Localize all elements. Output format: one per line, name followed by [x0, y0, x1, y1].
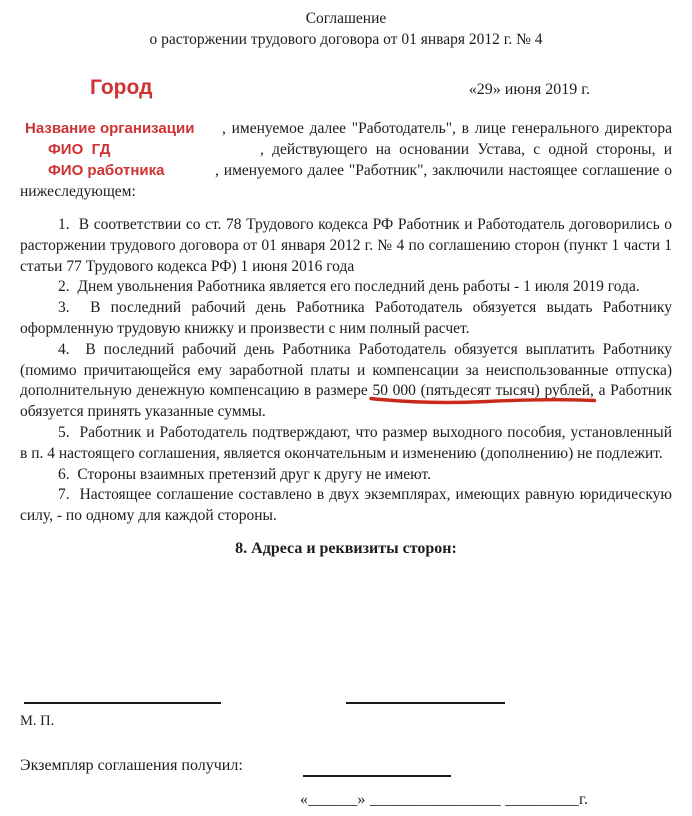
preamble-text-director: , действующего на основании Устава, с одной стороны, и	[260, 141, 672, 158]
signature-block	[20, 702, 672, 809]
organization-name-placeholder: Название организации	[25, 120, 195, 137]
document-subtitle: о расторжении трудового договора от 01 января 2012 г. № 4	[149, 31, 543, 48]
compensation-amount-text: 50 000 (пятьдесят тысяч) рублей,	[372, 382, 594, 400]
worker-signature-line	[346, 702, 505, 704]
clause-4	[20, 340, 672, 423]
red-underline-mark	[369, 395, 596, 406]
clause-2: 2. Днем увольнения Работника является его последний день работы - 1 июля 2019 года.	[58, 278, 640, 296]
clause-4-post: а Работник обязуется принять указанные суммы.	[20, 382, 672, 421]
clause-1: 1. В соответствии со ст. 78 Трудового кодекса РФ Работник и Работодатель договорились о расторжении трудового договора от 01 января 2012 г. № 4 по соглашению сторон (пункт 1 части 1 статьи 77 Трудового кодекса РФ) 1 июня 2016 года	[20, 216, 672, 275]
city-date-row	[20, 76, 672, 100]
employer-signature-line	[24, 702, 221, 704]
clause-5: 5. Работник и Работодатель подтверждают, что размер выходного пособия, установленный в п. 4 настоящего соглашения, является окончательным и изменению (дополнению) не подлежит.	[20, 423, 672, 462]
preamble-closing: нижеследующем:	[20, 183, 136, 200]
clause-3: 3. В последний рабочий день Работника Работодатель обязуется выдать Работнику оформленную трудовую книжку и произвести с ним полный расчет.	[20, 299, 672, 337]
preamble-line-worker	[20, 160, 672, 181]
preamble-text-worker: , именуемого далее "Работник", заключили настоящее соглашение о	[215, 162, 672, 179]
preamble-line-director	[20, 139, 672, 160]
date-blank-fields: «______» ________________ _________г.	[300, 791, 589, 808]
copy-received-label: Экземпляр соглашения получил:	[20, 757, 243, 774]
worker-name-placeholder: ФИО работника	[48, 162, 165, 179]
agreement-date: «29» июня 2019 г.	[468, 81, 590, 98]
city-placeholder: Город	[90, 76, 153, 99]
copy-received-signature-line	[303, 775, 451, 777]
stamp-label: М. П.	[20, 713, 55, 729]
preamble-text-employer: , именуемое далее "Работодатель", в лице генерального директора	[222, 120, 672, 137]
clause-4-pre: 4. В последний рабочий день Работника Работодатель обязуется выплатить Работнику (помимо причитающейся ему заработной платы и компенсации за неиспользованные отпуска) дополнительную денежную компенсацию в размере	[20, 340, 672, 400]
preamble-line-employer	[20, 118, 672, 139]
director-name-placeholder: ФИО ГД	[48, 141, 111, 158]
clause-6: 6. Стороны взаимных претензий друг к другу не имеют.	[58, 465, 432, 483]
date-blank-row	[20, 791, 672, 809]
clauses-list	[20, 215, 672, 527]
signature-lines-row	[20, 702, 672, 704]
preamble	[20, 118, 672, 202]
compensation-amount	[372, 382, 593, 399]
copy-received-row	[20, 757, 672, 779]
section-8-heading: 8. Адреса и реквизиты сторон:	[235, 539, 457, 557]
document-title: Соглашение	[305, 10, 387, 27]
clause-7: 7. Настоящее соглашение составлено в двух экземплярах, имеющих равную юридическую силу, - по одному для каждой стороны.	[20, 486, 672, 525]
